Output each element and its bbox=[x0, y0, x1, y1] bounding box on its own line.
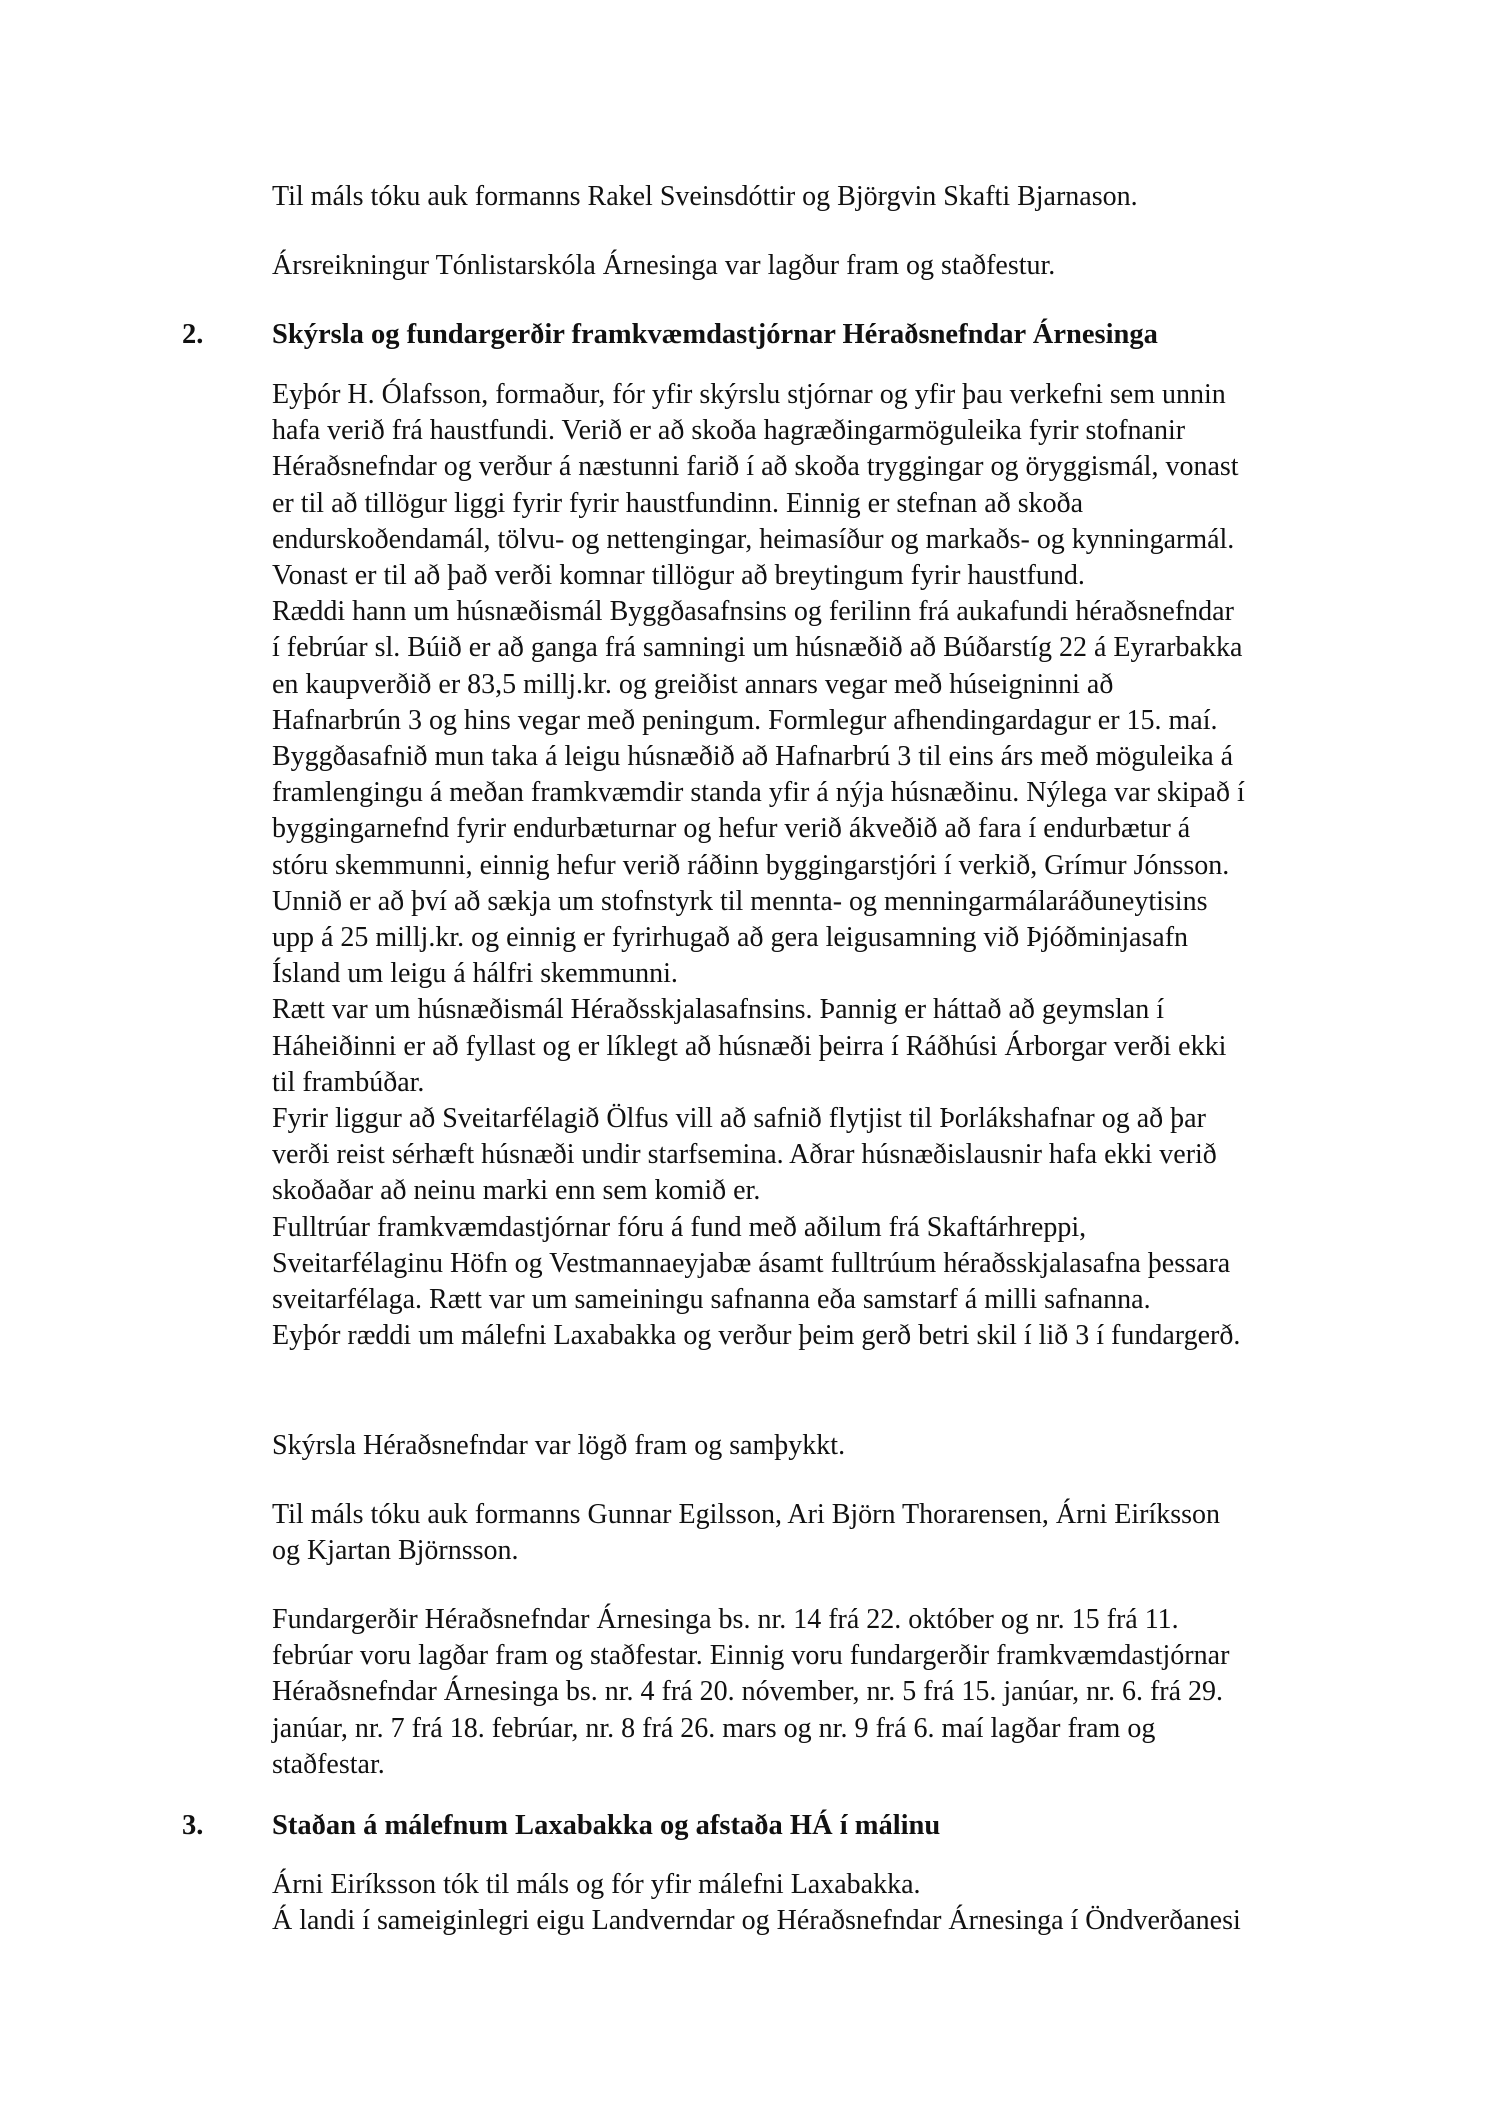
section-3-paragraph bbox=[272, 1867, 1352, 1939]
text-line: Til máls tóku auk formanns Gunnar Egilsson, Ari Björn Thorarensen, Árni Eiríksson bbox=[272, 1499, 1221, 1530]
text-line: Skýrsla Héraðsnefndar var lögð fram og samþykkt. bbox=[272, 1430, 846, 1461]
text-line: endurskoðendamál, tölvu- og nettengingar, heimasíður og markaðs- og kynningarmál. bbox=[272, 523, 1235, 555]
text-line: framlengingu á meðan framkvæmdir standa yfir á nýja húsnæðinu. Nýlega var skipað í bbox=[272, 777, 1245, 809]
intro-accounts-paragraph bbox=[272, 248, 1352, 284]
text-line: Fulltrúar framkvæmdastjórnar fóru á fund með aðilum frá Skaftárhreppi, bbox=[272, 1211, 1087, 1243]
text-line: Rætt var um húsnæðismál Héraðsskjalasafnsins. Þannig er háttað að geymslan í bbox=[272, 994, 1164, 1026]
text-line: Vonast er til að það verði komnar tillögur að breytingum fyrir haustfund. bbox=[272, 560, 1085, 592]
intro-speakers-paragraph bbox=[272, 179, 1352, 215]
text-line: Háheiðinni er að fyllast og er líklegt að húsnæði þeirra í Ráðhúsi Árborgar verði ekki bbox=[272, 1030, 1227, 1062]
text-line: í febrúar sl. Búið er að ganga frá samningi um húsnæðið að Búðarstíg 22 á Eyrarbakka bbox=[272, 632, 1243, 664]
text-line: er til að tillögur liggi fyrir fyrir haustfundinn. Einnig er stefnan að skoða bbox=[272, 487, 1084, 519]
text-line: Ársreikningur Tónlistarskóla Árnesinga var lagður fram og staðfestur. bbox=[272, 250, 1056, 281]
text-line: Fundargerðir Héraðsnefndar Árnesinga bs. nr. 14 frá 22. október og nr. 15 frá 11. bbox=[272, 1604, 1179, 1635]
text-line: upp á 25 millj.kr. og einnig er fyrirhugað að gera leigusamning við Þjóðminjasafn bbox=[272, 922, 1189, 954]
section-number: 2. bbox=[182, 319, 204, 350]
section-title: Staðan á málefnum Laxabakka og afstaða HÁ í málinu bbox=[272, 1810, 941, 1841]
text-line: hafa verið frá haustfundi. Verið er að skoða hagræðingarmöguleika fyrir stofnanir bbox=[272, 415, 1186, 447]
text-line: Héraðsnefndar og verður á næstunni farið í að skoða tryggingar og öryggismál, vonast bbox=[272, 451, 1239, 483]
section-number: 3. bbox=[182, 1810, 204, 1841]
text-line: byggingarnefnd fyrir endurbæturnar og hefur verið ákveðið að fara í endurbætur á bbox=[272, 813, 1191, 845]
text-line: til frambúðar. bbox=[272, 1066, 425, 1098]
text-line: Árni Eiríksson tók til máls og fór yfir málefni Laxabakka. bbox=[272, 1869, 921, 1900]
text-line: Sveitarfélaginu Höfn og Vestmannaeyjabæ ásamt fulltrúum héraðsskjalasafna þessara bbox=[272, 1247, 1231, 1279]
section-2-speakers-paragraph bbox=[272, 1497, 1352, 1569]
text-line: og Kjartan Björnsson. bbox=[272, 1535, 519, 1567]
text-line: stóru skemmunni, einnig hefur verið ráðinn byggingarstjóri í verkið, Grímur Jónsson. bbox=[272, 849, 1230, 881]
text-line: verði reist sérhæft húsnæði undir starfsemina. Aðrar húsnæðislausnir hafa ekki verið bbox=[272, 1139, 1217, 1171]
text-line: Unnið er að því að sækja um stofnstyrk til mennta- og menningarmálaráðuneytisins bbox=[272, 885, 1208, 917]
section-2-minutes-paragraph bbox=[272, 1602, 1352, 1783]
text-line: Ísland um leigu á hálfri skemmunni. bbox=[272, 958, 678, 990]
text-line: febrúar voru lagðar fram og staðfestar. Einnig voru fundargerðir framkvæmdastjórnar bbox=[272, 1640, 1230, 1672]
text-line: en kaupverðið er 83,5 millj.kr. og greiðist annars vegar með húseigninni að bbox=[272, 668, 1114, 700]
section-title: Skýrsla og fundargerðir framkvæmdastjórnar Héraðsnefndar Árnesinga bbox=[272, 319, 1158, 350]
text-line: sveitarfélaga. Rætt var um sameiningu safnanna eða samstarf á milli safnanna. bbox=[272, 1284, 1151, 1316]
text-line: Byggðasafnið mun taka á leigu húsnæðið að Hafnarbrú 3 til eins árs með möguleika á bbox=[272, 741, 1234, 773]
text-line: skoðaðar að neinu marki enn sem komið er. bbox=[272, 1175, 761, 1207]
section-2-approval-paragraph bbox=[272, 1428, 1352, 1464]
text-line: Eyþór ræddi um málefni Laxabakka og verður þeim gerð betri skil í lið 3 í fundargerð. bbox=[272, 1320, 1241, 1352]
text-line: Á landi í sameiginlegri eigu Landverndar og Héraðsnefndar Árnesinga í Öndverðanesi bbox=[272, 1905, 1241, 1937]
section-2-report-paragraph bbox=[272, 377, 1352, 1354]
text-line: Ræddi hann um húsnæðismál Byggðasafnsins og ferilinn frá aukafundi héraðsnefndar bbox=[272, 596, 1234, 628]
text-line: Eyþór H. Ólafsson, formaður, fór yfir skýrslu stjórnar og yfir þau verkefni sem unnin bbox=[272, 379, 1226, 410]
text-line: Héraðsnefndar Árnesinga bs. nr. 4 frá 20. nóvember, nr. 5 frá 15. janúar, nr. 6. frá 29. bbox=[272, 1676, 1224, 1708]
text-line: staðfestar. bbox=[272, 1748, 385, 1780]
text-line: Hafnarbrún 3 og hins vegar með peningum. Formlegur afhendingardagur er 15. maí. bbox=[272, 704, 1218, 736]
text-line: Fyrir liggur að Sveitarfélagið Ölfus vill að safnið flytjist til Þorlákshafnar og að þar bbox=[272, 1103, 1206, 1135]
text-line: Til máls tóku auk formanns Rakel Sveinsdóttir og Björgvin Skafti Bjarnason. bbox=[272, 181, 1138, 212]
text-line: janúar, nr. 7 frá 18. febrúar, nr. 8 frá 26. mars og nr. 9 frá 6. maí lagðar fram og bbox=[272, 1712, 1156, 1744]
